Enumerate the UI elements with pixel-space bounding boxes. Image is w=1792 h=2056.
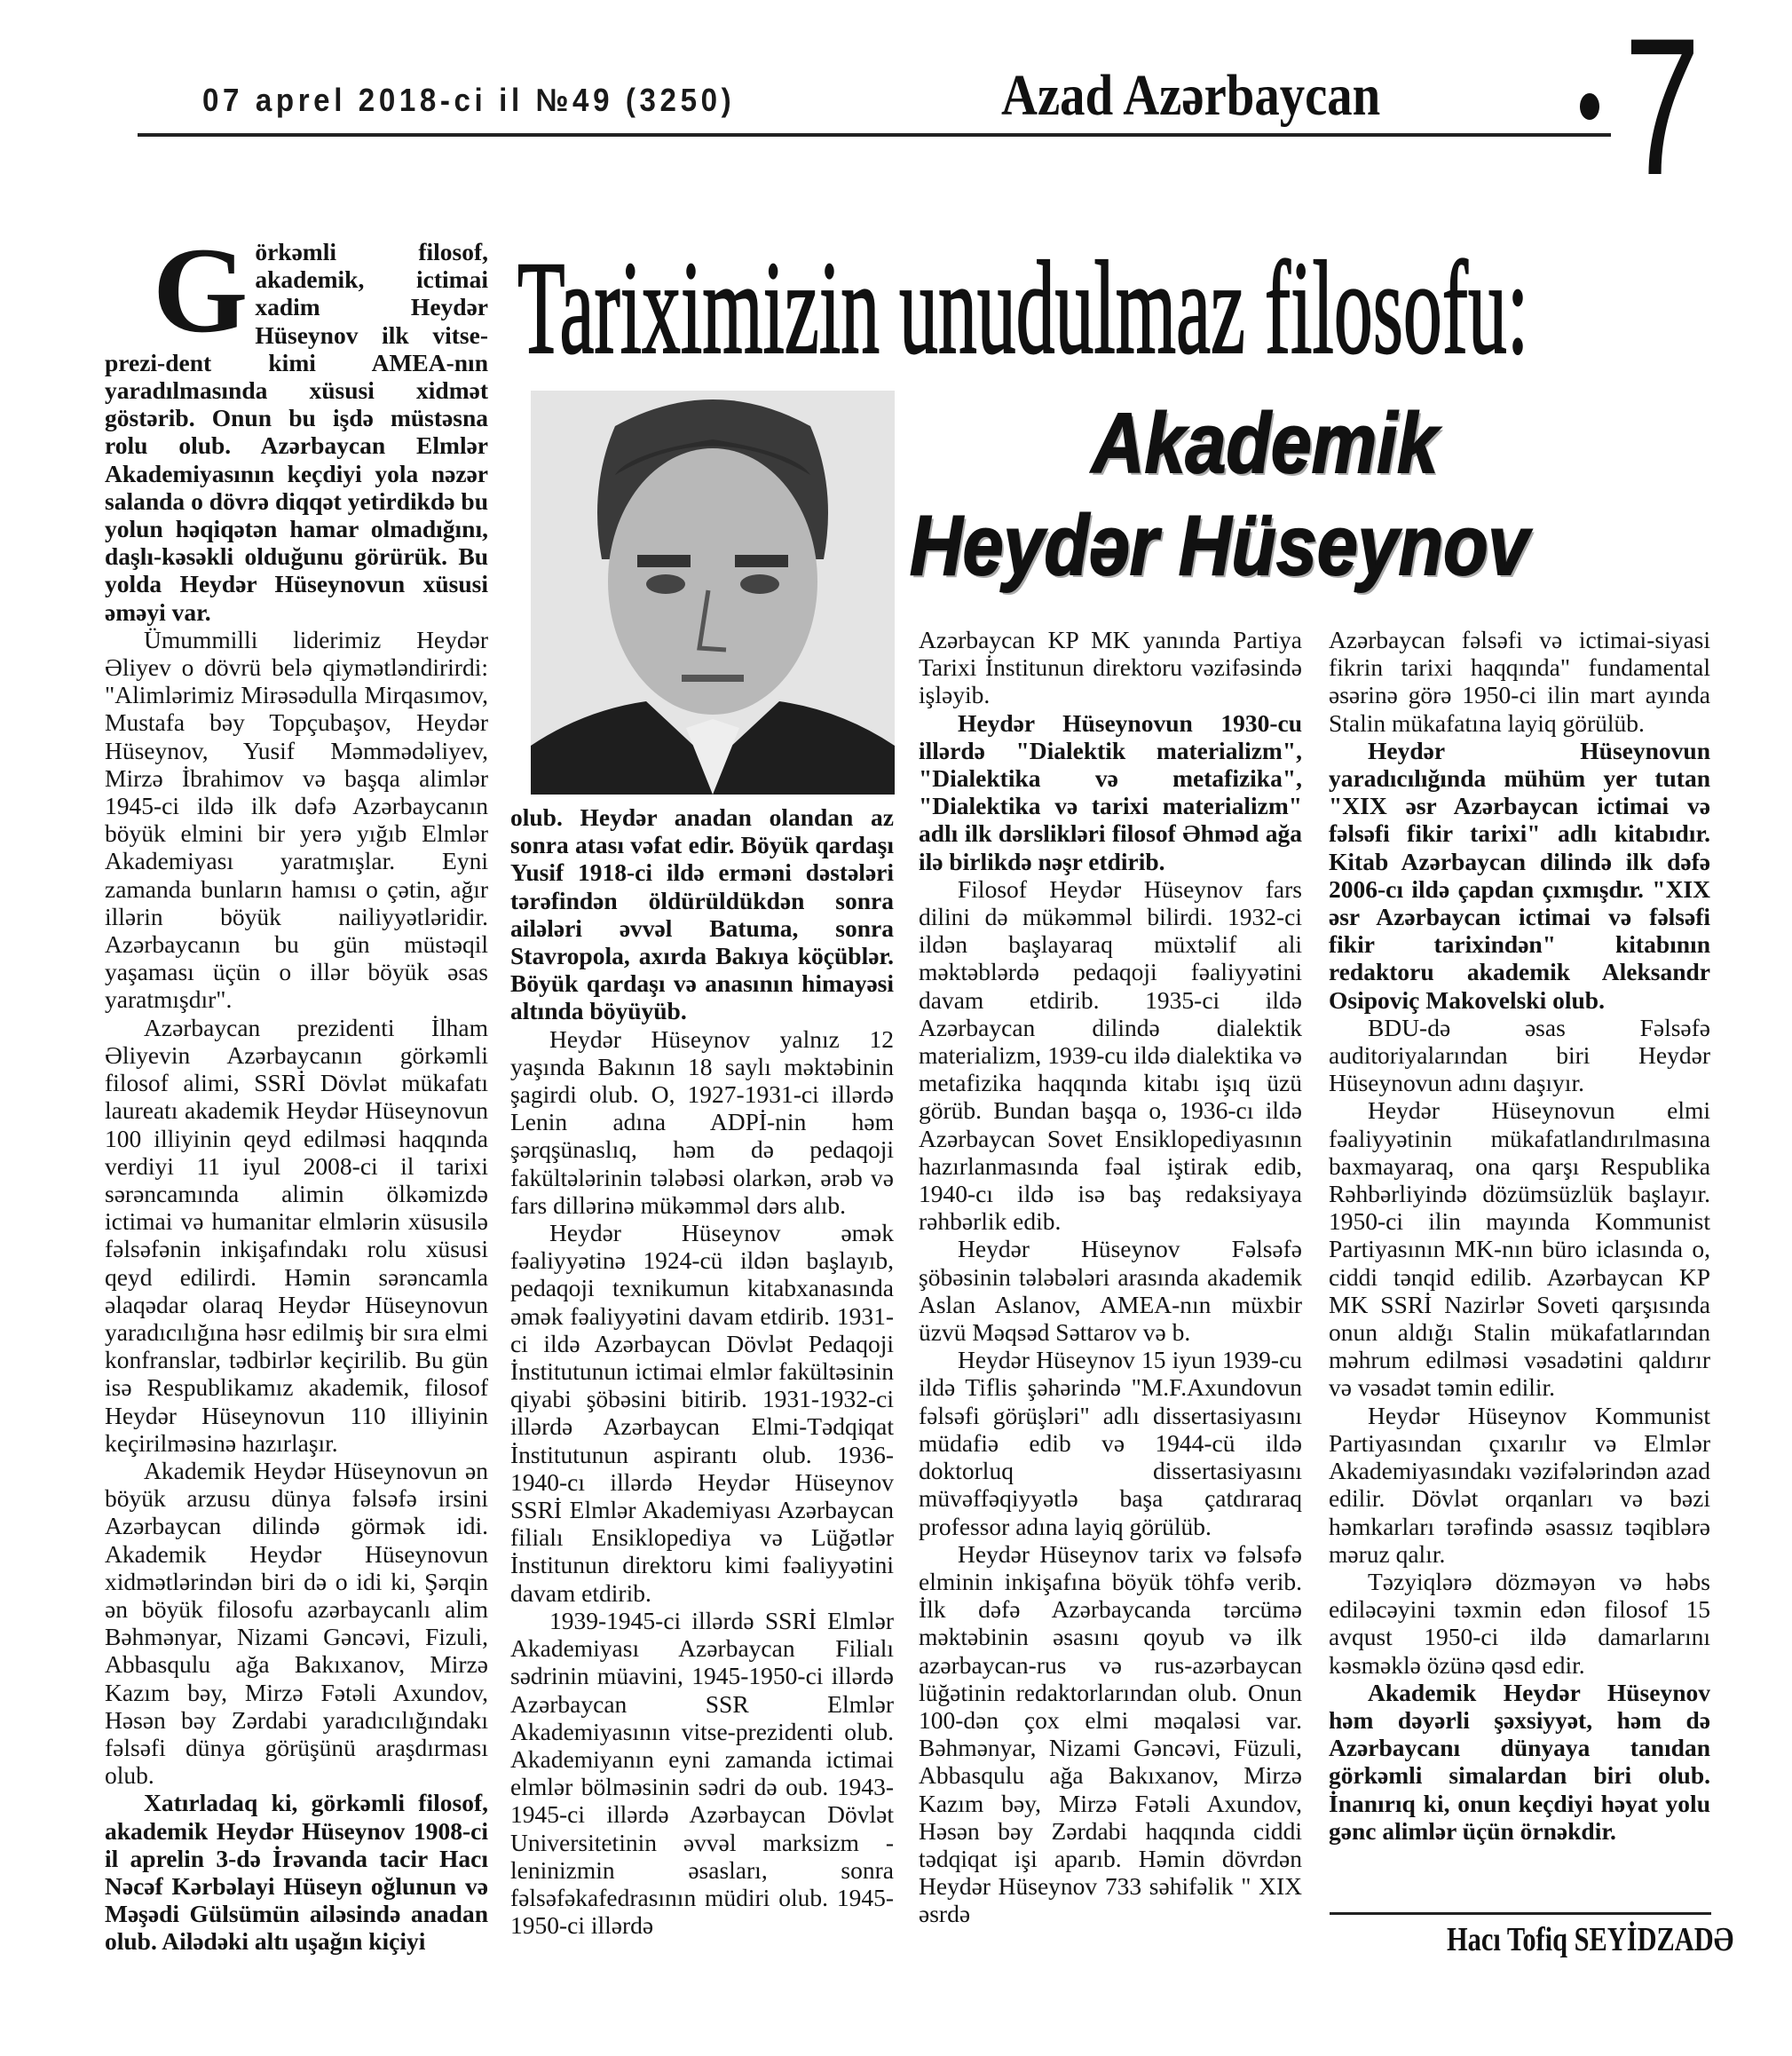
paragraph-text: Heydər Hüseynov yalnız 12 yaşında Bakının 18 saylı məktəbinin şagirdi olub. O, 1927-1931-ci illərdə Lenin adına ADPİ-nin həm şərqşünaslıq, həm də pedaqoji fakültələrinin tələbəsi olarkən, ərəb və fars dillərinə mükəmməl dərs alıb. xyxy=(510,1024,894,1219)
bullet-dot-icon xyxy=(1580,93,1599,120)
article-paragraph xyxy=(1329,1568,1710,1679)
article-paragraph xyxy=(510,1607,894,1939)
article-paragraph xyxy=(1329,626,1710,737)
paragraph-text: Heydər Hüseynovun yaradıcılığında mühüm yer tutan "XIX əsr Azərbaycan ictimai və fəlsəfi fikir tarixi" adlı kitabıdır. Kitab Azərbaycan dilində ilk dəfə 2006-cı ildə çapdan çıxmışdır. "XIX əsr Azərbaycan ictimai və fəlsəfi fikir tarixindən" kitabının redaktoru akademik Aleksandr Osipoviç Makovelski olub. xyxy=(1329,736,1710,1014)
paragraph-text: Heydər Hüseynovun 1930-cu illərdə "Dialektik materializm", "Dialektika və metafizika", "Dialektika və tarixi materializm" adlı ilk dərslikləri filosof Əhməd ağa ilə birlikdə nəşr etdirib. xyxy=(919,708,1302,875)
newspaper-masthead: Azad Azərbaycan xyxy=(1001,63,1381,128)
paragraph-text: 1939-1945-ci illərdə SSRİ Elmlər Akademiyası Azərbaycan Filialı sədrinin müavini, 1945-1950-ci illərdə Azərbaycan SSR Elmlər Akademiyasının vitse-prezidenti olub. Akademiyanın eyni zamanda ictimai elmlər bölməsinin sədri də oub. 1943-1945-ci illərdə Azərbaycan Dövlət Universitetinin əvvəl marksizm - leninizmin əsasları, sonra fəlsəfəkafedrasının müdiri olub. 1945-1950-ci illərdə xyxy=(510,1606,894,1940)
byline-divider xyxy=(1330,1912,1711,1915)
paragraph-text: örkəmli filosof, akademik, ictimai xadim Heydər Hüseynov ilk vitse-prezi-dent kimi AMEA-nın yaradılmasında xüsusi xidmət göstərib. Onun bu işdə müstəsna rolu olub. Azərbaycan Elmlər Akademiyasının keçdiyi yola nəzər salanda o dövrə diqqət yetirdikdə bu yolun həqiqətən hamar olmadığını, daşlı-kəsəkli olduğunu görürük. Bu yolda Heydər Hüseynovun xüsusi əməyi var. xyxy=(105,238,488,626)
page-number: 7 xyxy=(1624,0,1701,216)
article-paragraph xyxy=(1329,1402,1710,1568)
article-paragraph xyxy=(1329,1679,1710,1845)
article-paragraph xyxy=(510,1219,894,1607)
paragraph-text: BDU-də əsas Fəlsəfə auditoriyalarından biri Heydər Hüseynovun adını daşıyır. xyxy=(1329,1013,1710,1097)
article-subtitle-line2: Heydər Hüseynov xyxy=(910,498,1529,593)
article-paragraph xyxy=(105,1789,488,1955)
paragraph-text: Azərbaycan prezidenti İlham Əliyevin Azərbaycanın görkəmli filosof alimi, SSRİ Dövlət mükafatı laureatı akademik Heydər Hüseynovun 100 illiyinin qeyd edilməsi haqqında verdiyi 11 iyul 2008-ci il tarixi sərəncamında alimin ölkəmizdə ictimai və humanitar elmlərin xüsusilə fəlsəfənin inkişafındakı rolu xüsusi qeyd edilirdi. Həmin sərəncamla əlaqədar olaraq Heydər Hüseynovun yaradıcılığına həsr edilmiş bir sıra elmi konfranslar, tədbirlər keçirilib. Bu gün isə Respublikamız akademik, filosof Heydər Hüseynovun 110 illiyinin keçirilməsinə hazırlaşır. xyxy=(105,1013,488,1457)
paragraph-text: Heydər Hüseynov Kommunist Partiyasından çıxarılır və Elmlər Akademiyasındakı vəzifələrindən azad edilir. Dövlət orqanları və bəzi həmkarları tərəfində əsassız təqiblərə məruz qalır. xyxy=(1329,1401,1710,1568)
article-paragraph xyxy=(105,1457,488,1789)
paragraph-text: Heydər Hüseynov tarix və fəlsəfə elminin inkişafına böyük töhfə verib. İlk dəfə Azərbaycanda tərcümə məktəbinin əsasını qoyub və ilk azərbaycan-rus və rus-azərbaycan lüğətinin redaktorlarından olub. Onun 100-dən çox elmi məqaləsi var. Bəhmənyar, Nizami Gəncəvi, Füzuli, Abbasqulu ağa Bakıxanov, Mirzə Kazım bəy, Mirzə Fətəli Axundov, Həsən bəy Zərdabi haqqında ciddi tədqiqat işi aparıb. Həmin dövrdən Heydər Hüseynov 733 səhifəlik " XIX əsrdə xyxy=(919,1539,1302,1928)
article-paragraph xyxy=(1329,1014,1710,1097)
article-paragraph xyxy=(919,1540,1302,1928)
article-subtitle-line1: Akademik xyxy=(1092,396,1439,491)
drop-cap: G xyxy=(153,222,249,358)
paragraph-text: Ümummilli liderimiz Heydər Əliyev o dövrü belə qiymətləndirirdi: "Alimlərimiz Mirəsədulla Mirqasımov, Mustafa bəy Topçubaşov, Heydər Hüseynov, Yusif Məmmədəliyev, Mirzə İbrahimov və başqa alimlər 1945-ci ildə ilk dəfə Azərbaycanın böyük elmini bir yerə yığıb Elmlər Akademiyası yaratmışlar. Eyni zamanda bunların hamısı o çətin, ağır illərin böyük nailiyyətləridir. Azərbaycanın bu gün müstəqil yaşaması üçün o illər böyük əsas yaratmışdır". xyxy=(105,625,488,1014)
article-paragraph xyxy=(919,1235,1302,1346)
article-paragraph xyxy=(1329,737,1710,1014)
article-paragraph xyxy=(919,626,1302,709)
issue-date: 07 aprel 2018-ci il №49 (3250) xyxy=(202,82,736,118)
paragraph-text: Akademik Heydər Hüseynovun ən böyük arzusu dünya fəlsəfə irsini Azərbaycan dilində görmək idi. Akademik Heydər Hüseynovun xidmətlərindən biri də o idi ki, Şərqin ən böyük filosofu azərbaycanlı alim Bəhmənyar, Nizami Gəncəvi, Fizuli, Abbasqulu ağa Bakıxanov, Mirzə Kazım bəy, Mirzə Fətəli Axundov, Həsən bəy Zərdabi yaradıcılığındakı fəlsəfi dünya görüşünü araşdırması olub. xyxy=(105,1456,488,1790)
author-byline: Hacı Tofiq SEYİDZADƏ xyxy=(1447,1921,1734,1958)
portrait-photo xyxy=(531,391,895,795)
paragraph-text: Təzyiqlərə dözməyən və həbs ediləcəyini təxmin edən filosof 15 avqust 1950-ci ildə damarlarını kəsməklə özünə qəsd edir. xyxy=(1329,1567,1710,1679)
article-column-4 xyxy=(1329,626,1710,1845)
article-column-1 xyxy=(105,222,488,1956)
article-column-3 xyxy=(919,626,1302,1928)
header-divider xyxy=(138,133,1611,137)
paragraph-text: Azərbaycan fəlsəfi və ictimai-siyasi fikrin tarixi haqqında" fundamental əsərinə görə 1950-ci ilin mart ayında Stalin mükafatına layiq görülüb. xyxy=(1329,626,1710,737)
article-paragraph xyxy=(919,875,1302,1236)
paragraph-text: Azərbaycan KP MK yanında Partiya Tarixi İnstitunun direktoru vəzifəsində işləyib. xyxy=(919,626,1302,709)
article-paragraph xyxy=(510,803,894,1025)
article-paragraph xyxy=(919,1346,1302,1539)
article-paragraph xyxy=(919,709,1302,875)
paragraph-text: Heydər Hüseynov 15 iyun 1939-cu ildə Tiflis şəhərində "M.F.Axundovun fəlsəfi görüşləri" adlı dissertasiyasını müdafiə edib və 1944-cü ildə doktorluq dissertasiyasını müvəffəqiyyətlə başa çatdıraraq professor adına layiq görülüb. xyxy=(919,1346,1302,1540)
article-paragraph xyxy=(105,222,488,626)
article-column-2 xyxy=(510,803,894,1939)
paragraph-text: Filosof Heydər Hüseynov fars dilini də mükəmməl bilirdi. 1932-ci ildən başlayaraq müxtəlif ali məktəblərdə pedaqoji fəaliyyətini davam etdirib. 1935-ci ildə Azərbaycan dilində dialektik materializm, 1939-cu ildə dialektika və metafizika haqqında kitabı işıq üzü görüb. Bundan başqa o, 1936-cı ildə Azərbaycan Sovet Ensiklopediyasının hazırlanmasında fəal iştirak edib, 1940-cı ildə isə baş redaksiyaya rəhbərlik edib. xyxy=(919,874,1302,1236)
paragraph-text: Xatırladaq ki, görkəmli filosof, akademik Heydər Hüseynov 1908-ci il aprelin 3-də İrəvanda tacir Hacı Nəcəf Kərbəlayi Hüseyn oğlunun və Məşədi Gülsümün ailəsində anadan olub. Ailədəki altı uşağın kiçiyi xyxy=(105,1789,488,1956)
paragraph-text: Heydər Hüseynov Fəlsəfə şöbəsinin tələbələri arasında akademik Aslan Aslanov, AMEA-nın müxbir üzvü Məqsəd Səttarov və b. xyxy=(919,1235,1302,1347)
paragraph-text: Heydər Hüseynovun elmi fəaliyyətinin mükafatlandırılmasına baxmayaraq, ona qarşı Respublika Rəhbərliyində dözümsüzlük başlayır. 1950-ci ilin mayında Kommunist Partiyasının MK-nın büro iclasında o, ciddi tənqid edilib. Azərbaycan KP MK SSRİ Nazirlər Soveti qarşısında onun aldığı Stalin mükafatlarından məhrum edilməsi vəsadətini qaldırır və vəsadət təmin edilir. xyxy=(1329,1096,1710,1402)
article-paragraph xyxy=(105,626,488,1014)
article-paragraph xyxy=(105,1014,488,1457)
paragraph-text: Heydər Hüseynov əmək fəaliyyətinə 1924-cü ildən başlayıb, pedaqoji texnikumun kitabxanasında əmək fəaliyyətini davam etdirib. 1931-ci ildə Azərbaycan Dövlət Pedaqoji İnstitutunun ictimai elmlər fakültəsinin qiyabi şöbəsini bitirib. 1931-1932-ci illərdə Azərbaycan Elmi-Tədqiqat İnstitutunun aspirantı olub. 1936-1940-cı illərdə Heydər Hüseynov SSRİ Elmlər Akademiyası Azərbaycan filialı Ensiklopediya və Lüğətlər İnstitunun direktoru kimi fəaliyyətini davam etdirib. xyxy=(510,1219,894,1607)
paragraph-text: Akademik Heydər Hüseynov həm dəyərli şəxsiyyət, həm də Azərbaycanı dünyaya tanıdan görkəmli simalardan biri olub. İnanırıq ki, onun keçdiyi həyat yolu gənc alimlər üçün örnəkdir. xyxy=(1329,1678,1710,1845)
article-paragraph xyxy=(1329,1096,1710,1401)
article-paragraph xyxy=(510,1025,894,1219)
portrait-image-icon xyxy=(531,391,895,795)
article-headline: Tariximizin unudulmaz filosofu: xyxy=(517,234,1529,382)
paragraph-text: olub. Heydər anadan olandan az sonra atası vəfat edir. Böyük qardaşı Yusif 1918-ci ildə erməni dəstələri tərəfindən öldürüldükdən sonra ailələri əvvəl Batuma, sonra Stavropola, axırda Bakıya köçüblər. Böyük qardaşı və anasının himayəsi altında böyüyüb. xyxy=(510,803,894,1025)
